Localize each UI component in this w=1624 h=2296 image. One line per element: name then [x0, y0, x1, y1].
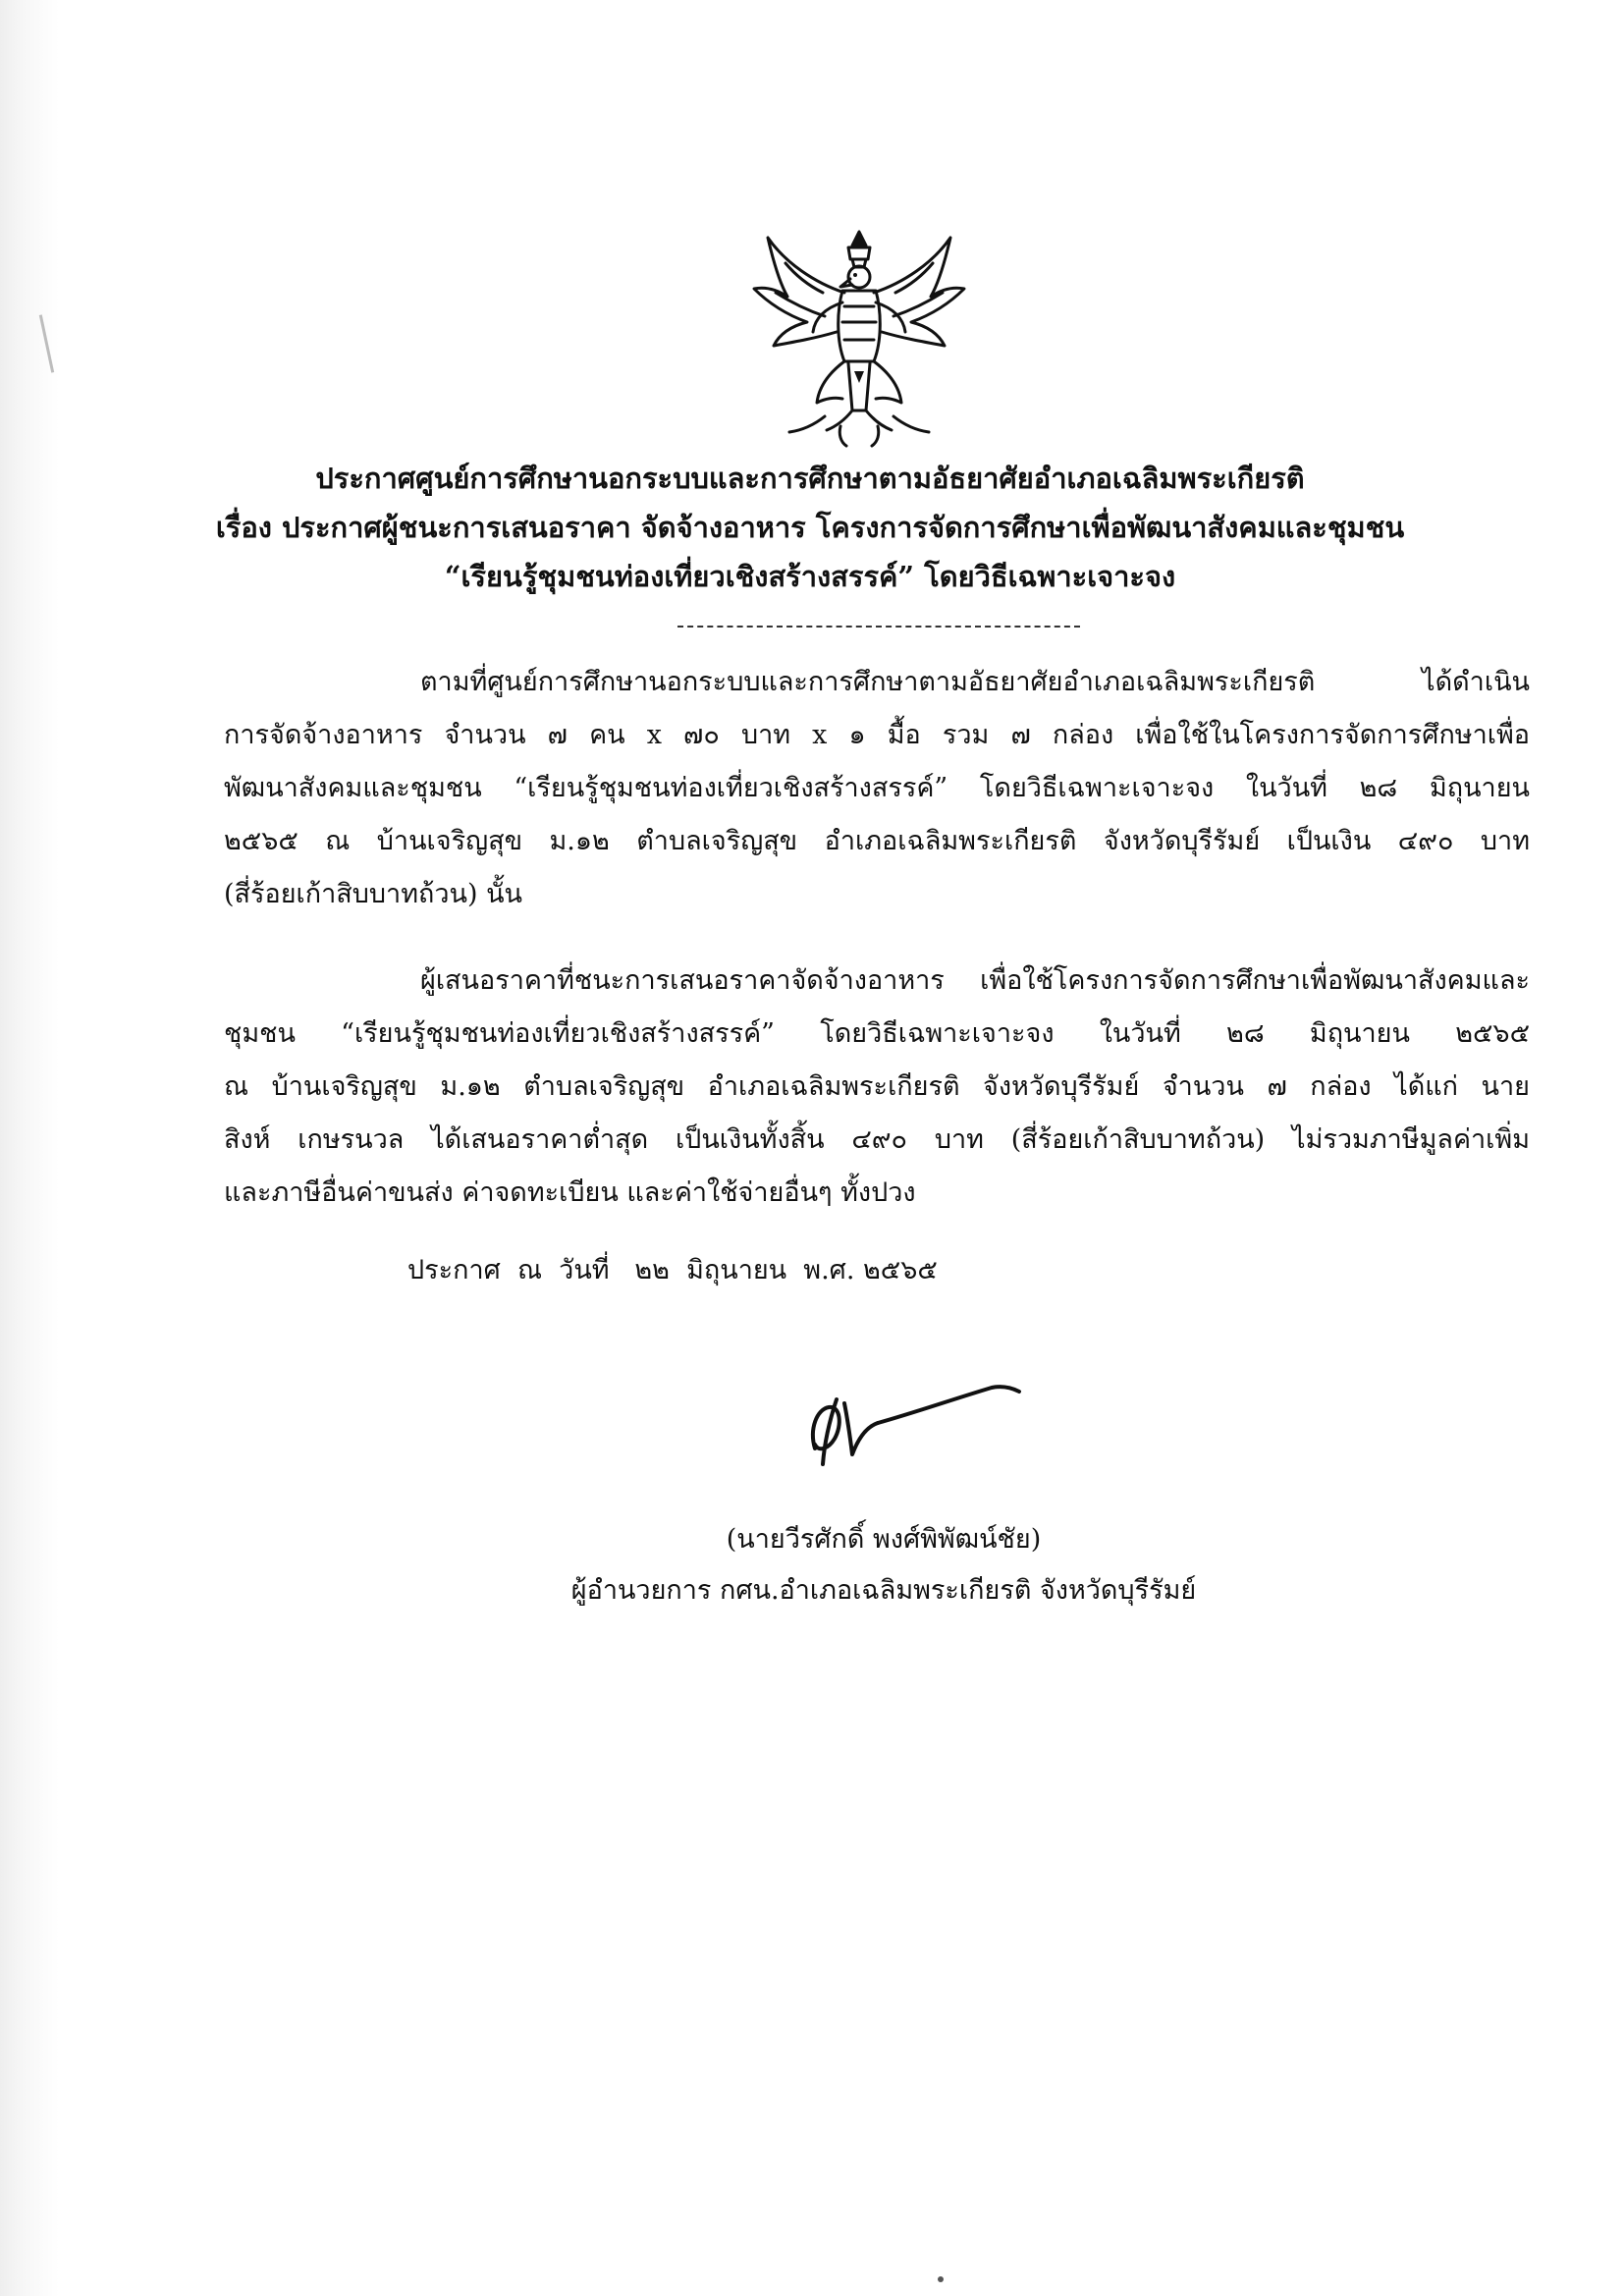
paragraph-1-line: ๒๕๖๕ ณ บ้านเจริญสุข ม.๑๒ ตำบลเจริญสุข อำเภอเฉลิมพระเกียรติ จังหวัดบุรีรัมย์ เป็นเงิน ๔๙๐ บาท [224, 826, 1530, 856]
garuda-emblem-icon [746, 224, 972, 450]
paragraph-2-line: และภาษีอื่นค่าขนส่ง ค่าจดทะเบียน และค่าใช้จ่ายอื่นๆ ทั้งปวง [224, 1177, 916, 1208]
announcement-date: ประกาศ ณ วันที่ ๒๒ มิถุนายน พ.ศ. ๒๕๖๕ [407, 1255, 938, 1285]
handwritten-signature [795, 1370, 1031, 1478]
paragraph-1-line: การจัดจ้างอาหาร จำนวน ๗ คน x ๗๐ บาท x ๑ มื้อ รวม ๗ กล่อง เพื่อใช้ในโครงการจัดการศึกษาเพื่อ [224, 720, 1530, 750]
paragraph-2-line: ชุมชน “เรียนรู้ชุมชนท่องเที่ยวเชิงสร้างสรรค์” โดยวิธีเฉพาะเจาะจง ในวันที่ ๒๘ มิถุนายน ๒๕๖๕ [224, 1018, 1530, 1049]
announcement-project-name-line: “เรียนรู้ชุมชนท่องเที่ยวเชิงสร้างสรรค์” โดยวิธีเฉพาะเจาะจง [444, 560, 1176, 593]
paragraph-1-line: พัฒนาสังคมและชุมชน “เรียนรู้ชุมชนท่องเที่ยวเชิงสร้างสรรค์” โดยวิธีเฉพาะเจาะจง ในวันที่ ๒๘ มิถุนายน [224, 773, 1530, 803]
paragraph-2-line: ผู้เสนอราคาที่ชนะการเสนอราคาจัดจ้างอาหาร เพื่อใช้โครงการจัดการศึกษาเพื่อพัฒนาสังคมและ [420, 965, 1530, 996]
scan-dot-artifact [938, 2276, 944, 2282]
paragraph-2-line: ณ บ้านเจริญสุข ม.๑๒ ตำบลเจริญสุข อำเภอเฉลิมพระเกียรติ จังหวัดบุรีรัมย์ จำนวน ๗ กล่อง ได้แก่ นาย [224, 1071, 1530, 1102]
announcement-subject-line: เรื่อง ประกาศผู้ชนะการเสนอราคา จัดจ้างอาหาร โครงการจัดการศึกษาเพื่อพัฒนาสังคมและชุมชน [215, 511, 1405, 544]
paragraph-1-line: (สี่ร้อยเก้าสิบบาทถ้วน) นั้น [224, 879, 523, 909]
signatory-title: ผู้อำนวยการ กศน.อำเภอเฉลิมพระเกียรติ จังหวัดบุรีรัมย์ [570, 1575, 1197, 1606]
announcement-heading-line1: ประกาศศูนย์การศึกษานอกระบบและการศึกษาตามอัธยาศัยอำเภอเฉลิมพระเกียรติ [315, 462, 1305, 495]
scan-shadow-edge [0, 0, 59, 2296]
signatory-name: (นายวีรศักดิ์ พงศ์พิพัฒน์ชัย) [726, 1524, 1042, 1555]
paragraph-1-line: ตามที่ศูนย์การศึกษานอกระบบและการศึกษาตามอัธยาศัยอำเภอเฉลิมพระเกียรติ ได้ดำเนิน [420, 667, 1530, 697]
heading-divider [677, 626, 1080, 628]
paragraph-2-line: สิงห์ เกษรนวล ได้เสนอราคาต่ำสุด เป็นเงินทั้งสิ้น ๔๙๐ บาท (สี่ร้อยเก้าสิบบาทถ้วน) ไม่รวมภาษีมูลค่าเพิ่ม [224, 1124, 1530, 1155]
